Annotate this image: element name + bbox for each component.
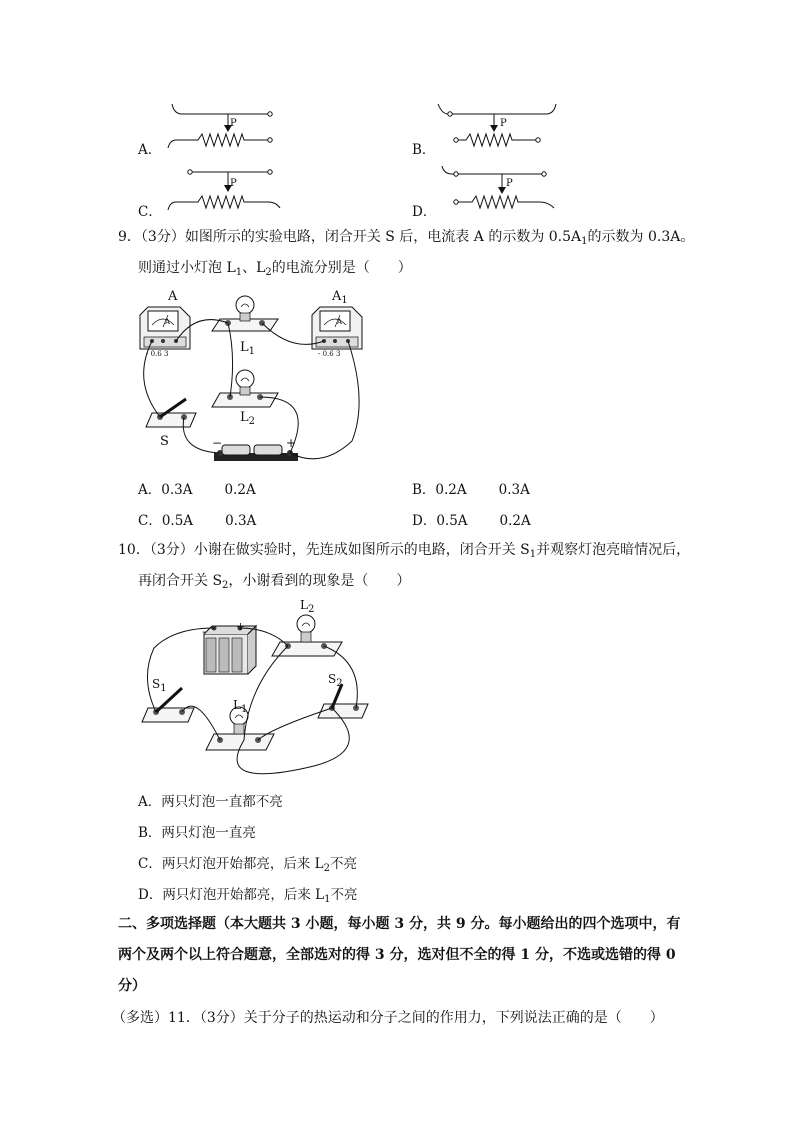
q8-slider-label-c: P	[230, 178, 237, 189]
q10-lamp-l1-label: $L_1$	[233, 698, 248, 715]
q10-battery-minus: -	[202, 625, 206, 638]
q9-battery-plus: +	[286, 436, 297, 450]
q9-ammeter-a1-label: $A_1$	[332, 289, 348, 306]
q9-battery-minus: −	[212, 436, 223, 450]
lamp-l1	[212, 296, 278, 331]
q9-option-d[interactable]: D．0.5A 0.2A	[412, 513, 531, 529]
q10-battery-plus: +	[236, 620, 246, 633]
q10-text-line2: 再闭合开关 $S_2$，小谢看到的现象是（ ）	[138, 573, 411, 591]
q9-option-a[interactable]: A．0.3A 0.2A	[138, 482, 256, 498]
q9-meter-terminals-a1: - 0.6 3	[318, 350, 341, 358]
q8-option-b-label: B．	[412, 142, 436, 158]
q9-text-line2: 则通过小灯泡 $L_1$、$L_2$的电流分别是（ ）	[138, 260, 412, 278]
q10-option-c[interactable]: C．两只灯泡开始都亮，后来 $L_2$不亮	[138, 856, 357, 874]
q9-option-b[interactable]: B．0.2A 0.3A	[412, 482, 530, 498]
q9-switch-label: S	[160, 434, 169, 449]
q10-text-line1: 10．（3分）小谢在做实验时，先连成如图所示的电路，闭合开关 $S_1$并观察灯泡亮暗情况后，	[118, 542, 691, 560]
q8-option-d-label: D．	[412, 204, 437, 220]
q11-text: （多选）11．（3分）关于分子的热运动和分子之间的作用力，下列说法正确的是（ ）	[112, 1010, 664, 1026]
q8-option-a-label: A．	[138, 142, 162, 158]
section2-heading-line3: 分）	[118, 978, 146, 994]
lamp-l2	[212, 370, 278, 407]
q8-diagram-c	[160, 162, 290, 217]
q10-switch-s1-label: $S_1$	[152, 677, 167, 694]
section2-heading-line1: 二、多项选择题（本大题共 3 小题，每小题 3 分，共 9 分。每小题给出的四个选项中，有	[118, 916, 681, 932]
q10-option-d[interactable]: D．两只灯泡开始都亮，后来 $L_1$不亮	[138, 887, 358, 905]
q9-ammeter-a-label: A	[168, 289, 178, 304]
q9-meter-face-a: A	[165, 318, 171, 326]
q8-slider-label-d: P	[506, 178, 513, 189]
section2-heading-line2: 两个及两个以上符合题意，全部选对的得 3 分，选对但不全的得 1 分，不选或选错的得 0	[118, 947, 676, 963]
battery-pack	[204, 626, 256, 675]
ammeter-a	[140, 307, 190, 349]
switch-s2	[318, 684, 368, 718]
switch-s	[146, 399, 196, 427]
q9-meter-terminals-a: - 0.6 3	[146, 350, 169, 358]
q8-option-c-label: C．	[138, 204, 162, 220]
q8-slider-label-a: P	[230, 118, 237, 129]
q8-diagram-d	[436, 162, 566, 217]
q9-lamp-l2-label: $L_2$	[240, 410, 256, 427]
q9-option-c[interactable]: C．0.5A 0.3A	[138, 513, 257, 529]
q9-text-line1: 9．（3分）如图所示的实验电路，闭合开关 S 后，电流表 A 的示数为 $0.5A_1$的示数为 0.3A。	[118, 229, 695, 247]
q9-meter-face-a1: A	[337, 318, 343, 326]
q10-option-b[interactable]: B．两只灯泡一直亮	[138, 825, 256, 841]
q8-diagram-a	[160, 100, 280, 155]
q9-lamp-l1-label: $L_1$	[240, 340, 256, 357]
q10-option-a[interactable]: A．两只灯泡一直都不亮	[138, 794, 283, 810]
q10-switch-s2-label: $S_2$	[328, 672, 343, 689]
q8-slider-label-b: P	[500, 118, 507, 129]
q10-lamp-l2-label: $L_2$	[300, 598, 315, 615]
